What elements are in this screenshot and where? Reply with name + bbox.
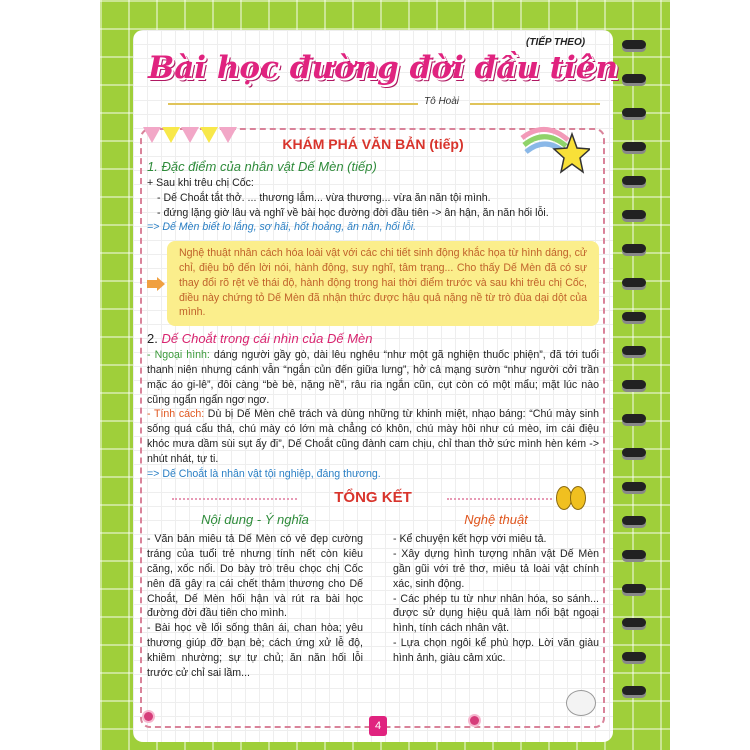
highlight-note-block <box>147 241 599 326</box>
main-content <box>147 134 599 680</box>
summary-header <box>147 487 599 509</box>
list-item: - Xây dựng hình tượng nhân vật Dế Mèn gần gũi với trẻ thơ, miêu tả loài vật chính xác, sinh động. <box>393 548 599 590</box>
spiral-binding <box>622 40 652 720</box>
text: dáng người gầy gò, dài lêu nghêu “như một gã nghiện thuốc phiện”, đã tới tuổi thanh niên nhưng cánh vẫn “ngắn củn đến giữa lưng”, hở cả mạng sườn “như người cởi trần mặc áo gi-lê”, đôi càng “bè bè, nặng nề”, râu ria ngắn cũn, cụt còn có một mẩu; mặt lúc nào cũng ngẩn ngẩn ngơ ngơ. <box>147 349 600 406</box>
summary-title: TỔNG KẾT <box>334 489 412 507</box>
divider <box>447 498 552 500</box>
list-item: - Bài học về lối sống thân ái, chan hòa; yêu thương giúp đỡ bạn bè; cách ứng xử lễ độ, khiêm nhường; sự tự chủ; ăn năn hối lỗi trước cử chỉ sai lầm... <box>147 622 363 679</box>
label: - Ngoại hình: <box>147 349 210 362</box>
section-title: KHÁM PHÁ VĂN BẢN (tiếp) <box>282 136 464 152</box>
content-column <box>147 511 363 680</box>
page-number: 4 <box>369 716 387 736</box>
text-line: - đứng lặng giờ lâu và nghĩ về bài học đường đời đầu tiên -> ân hận, ăn năn hối lỗi. <box>157 206 549 219</box>
page-title: Bài học đường đời đầu tiên <box>148 50 619 86</box>
personality-paragraph <box>147 407 599 466</box>
list-item: - Lựa chọn ngôi kể phù hợp. Lời văn giàu hình ảnh, giàu cảm xúc. <box>393 636 599 664</box>
highlight-note: Nghệ thuật nhân cách hóa loài vật với các chi tiết sinh động khắc họa từ hình dáng, cử chỉ, điệu bộ đến lời nói, hành động, suy nghĩ, tâm trạng... Cho thấy Dế Mèn đã có sự thay đổi rõ rệt về thái độ, hành động trong hai thời điểm trước và sau khi trêu chị Cốc, điều này chứng tỏ Dế Mèn đã nhận thức được hậu quả nặng nề từ trò đùa dại dột của mình. <box>167 241 599 326</box>
divider <box>470 103 600 105</box>
subheading-number: 2. <box>147 331 158 347</box>
conclusion: => Dế Choắt là nhân vật tội nghiệp, đáng thương. <box>147 467 381 480</box>
column-heading: Nghệ thuật <box>464 512 528 528</box>
continued-label: (TIẾP THEO) <box>526 37 586 48</box>
text-line: - Dế Choắt tắt thở. ... thương lắm... vừa thương... vừa ăn năn tội mình. <box>157 191 491 204</box>
divider <box>168 103 418 105</box>
conclusion: => Dế Mèn biết lo lắng, sợ hãi, hốt hoảng, ăn năn, hối lỗi. <box>147 221 417 234</box>
list-item: - Các phép tu từ như nhân hóa, so sánh... được sử dụng hiệu quả làm nổi bật ngoại hình, tính cách nhân vật. <box>393 592 599 635</box>
text-line: + Sau khi trêu chị Cốc: <box>147 177 254 189</box>
art-column <box>393 511 599 680</box>
subheading: Dế Choắt trong cái nhìn của Dế Mèn <box>161 331 373 347</box>
flower-icon <box>470 716 479 725</box>
flower-icon <box>144 712 153 721</box>
butterfly-icon <box>556 486 586 510</box>
arrow-icon <box>147 277 165 291</box>
author: Tô Hoài <box>424 96 460 107</box>
appearance-paragraph <box>147 348 599 407</box>
text: Dù bị Dế Mèn chê trách và dùng những từ khinh miệt, nhạo báng: “Chú mày sinh sống quá cẩu thả, chú mày có lớn mà chẳng có khôn, chú mày hôi như cú mèo, im cái điệu khóc mưa dầm sùi sụt ấy đi”, Dế Choắt cũng đành cam chịu, chỉ than thở sức mình hèn kém -> nhút nhát, tự ti. <box>147 408 599 465</box>
bunny-icon <box>566 690 596 716</box>
divider <box>172 498 297 500</box>
list-item: - Văn bản miêu tả Dế Mèn có vẻ đẹp cường tráng của tuổi trẻ nhưng tính nết còn kiêu căng, xốc nổi. Do bày trò trêu chọc chị Cốc nên đã gây ra cái chết thảm thương cho Dế Choắt, Dế Mèn hối hận và rút ra bài học đường đời đầu tiên cho mình. <box>147 533 363 620</box>
summary-columns <box>147 511 599 680</box>
list-item: - Kể chuyện kết hợp với miêu tả. <box>393 533 547 546</box>
label: - Tính cách: <box>147 408 205 421</box>
subheading: 1. Đặc điểm của nhân vật Dế Mèn (tiếp) <box>147 159 377 174</box>
column-heading: Nội dung - Ý nghĩa <box>201 512 309 528</box>
